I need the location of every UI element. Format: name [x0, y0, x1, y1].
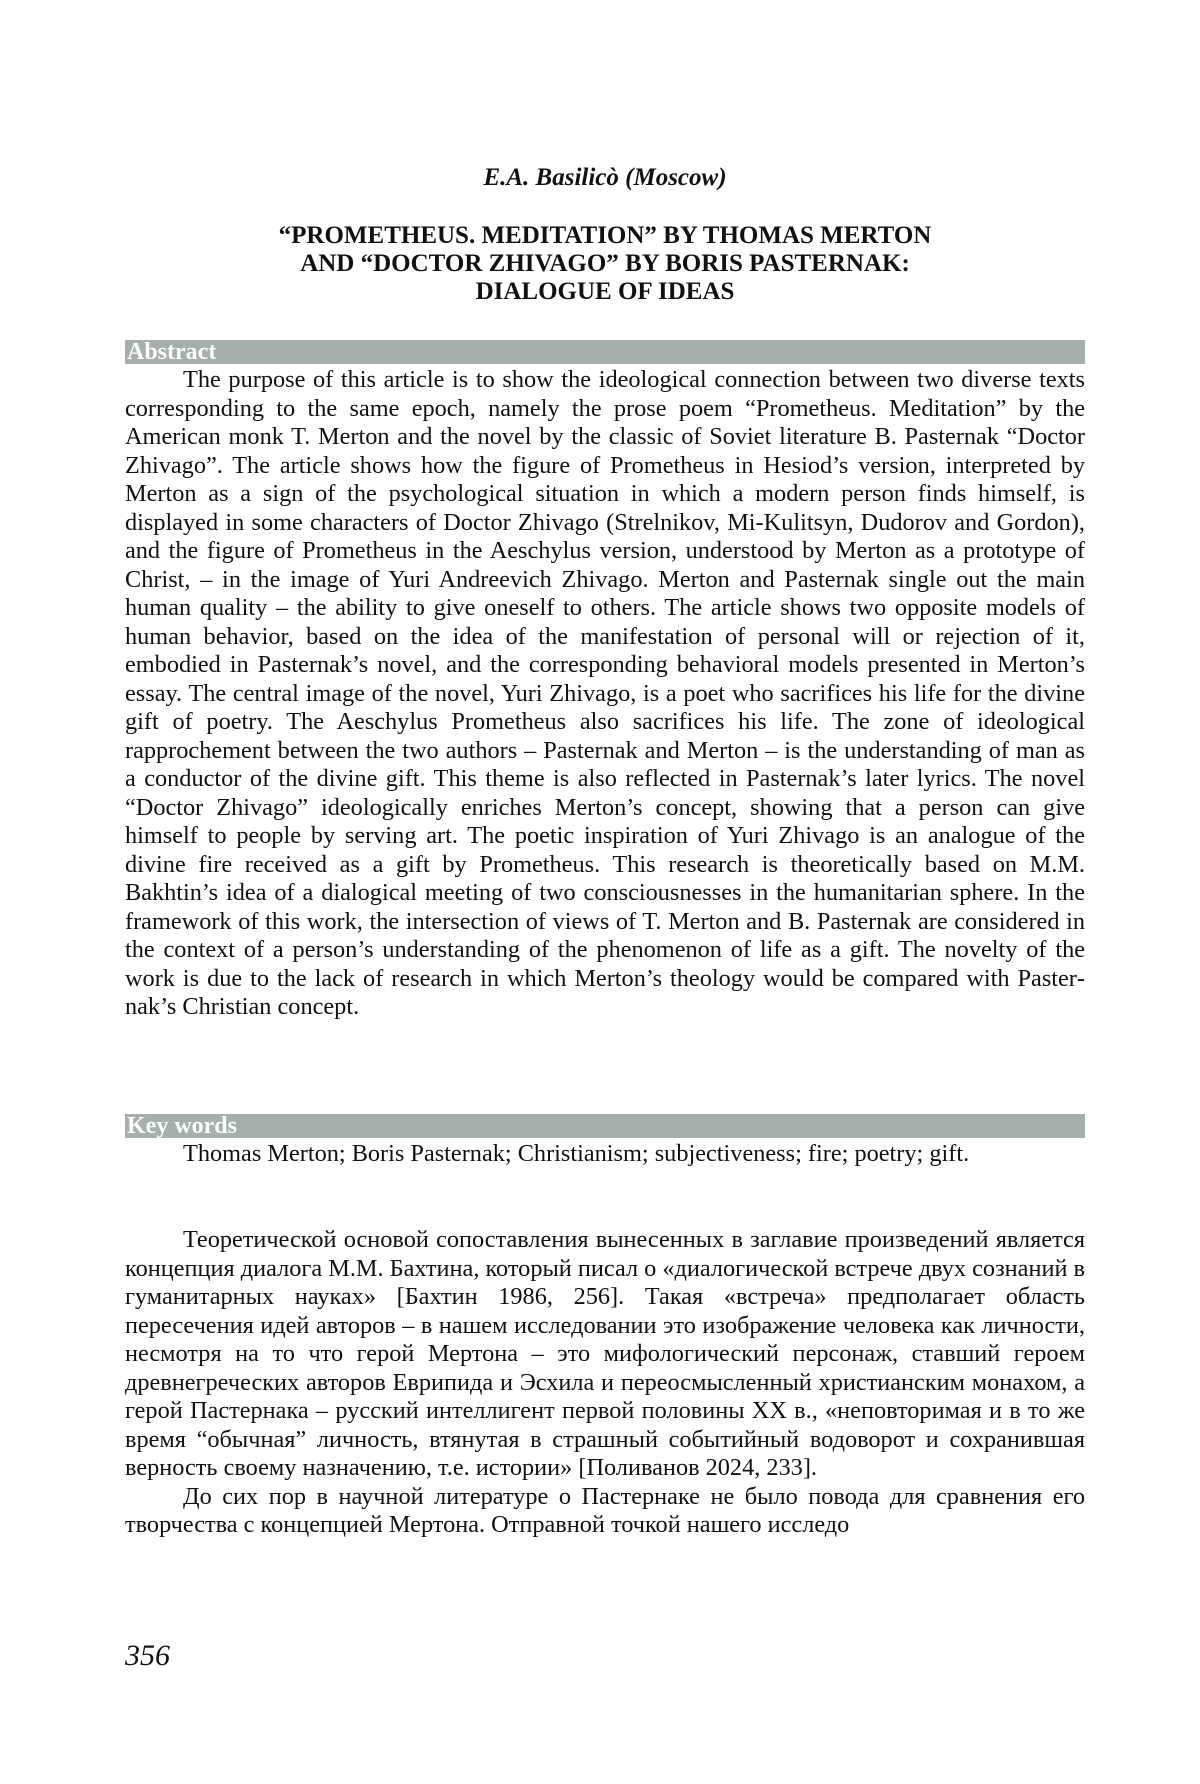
body-paragraph-2: До сих пор в научной литературе о Пастернаке не было повода для сравнения его творчества с концепцией Мертона. Отправной точкой нашего исследо [125, 1482, 1085, 1538]
article-title [125, 222, 1085, 306]
body-paragraph-1: Теоретической основой сопоставления вынесенных в заглавие произведений является концепция диалога М.М. Бахтина, который писал о «диалогической встрече двух сознаний в гуманитарных науках» [Бахтин 1986, 256]. Такая «встреча» предполагает область пересечения идей авторов – в нашем исследовании это изображение человека как личности, несмотря на то что герой Мертона – это мифологический персонаж, ставший героем древнегреческих авторов Еврипида и Эсхила и переосмысленный христианским монахом, а герой Пастернака – русский интеллигент первой половины XX в., «неповторимая и в то же время “обычная” личность, втянутая в страшный событийный водоворот и сохранившая верность своему назначению, т.е. истории» [Поливанов 2024, 233]. [125, 1226, 1086, 1481]
main-body [125, 1226, 1085, 1540]
abstract-paragraph: The purpose of this article is to show the ideological connection between two diverse texts corresponding to the same epoch, namely the prose poem “Prometheus. Meditation” by the American monk T. Merton and the novel by the classic of Soviet literature B. Pasternak “Doctor Zhivago”. The article shows how the figure of Prometheus in Hesiod’s version, interpreted by Merton as a sign of the psychological situation in which a modern person finds himself, is displayed in some characters of Doctor Zhivago (Strelnikov, Mi-Kulitsyn, Dudorov and Gordon), and the figure of Prometheus in the Aeschylus version, understood by Merton as a prototype of Christ, – in the image of Yuri Andreevich Zhivago. Merton and Pasternak single out the main human quality – the ability to give oneself to others. The article shows two opposite models of human behavior, based on the idea of the manifestation of personal will or rejection of it, embodied in Pasternak’s novel, and the corresponding behavioral models presented in Merton’s essay. The central image of the novel, Yuri Zhivago, is a poet who sacrifices his life for the divine gift of poetry. The Aeschylus Prometheus also sacrifices his life. The zone of ideological rapprochement between the two authors – Pasternak and Merton – is the understanding of man as a conductor of the divine gift. This theme is also reflected in Pasternak’s later lyrics. The novel “Doctor Zhivago” ideologically enriches Merton’s concept, showing that a person can give himself to people by serving art. The poetic inspiration of Yuri Zhivago is an analogue of the divine fire received as a gift by Prometheus. This research is theoretically based on M.M. Bakhtin’s idea of a dialogical meeting of two consciousnesses in the humanitarian sphere. In the framework of this work, the intersection of views of T. Merton and B. Pasternak are considered in the context of a person’s understanding of the phenomenon of life as a gift. The novelty of the work is due to the lack of research in which Merton’s theology would be compared with Pasternak’s Christian concept. [125, 366, 1085, 1020]
abstract-heading: Abstract [125, 340, 1085, 364]
title-line-2: AND “DOCTOR ZHIVAGO” BY BORIS PASTERNAK: [300, 250, 910, 277]
abstract-body [125, 366, 1085, 1022]
author-line: E.A. Basilicò (Moscow) [483, 164, 727, 191]
title-line-1: “PROMETHEUS. MEDITATION” BY THOMAS MERTON [278, 222, 932, 249]
page-number: 356 [125, 1639, 170, 1672]
title-line-3: DIALOGUE OF IDEAS [475, 278, 735, 305]
keywords-body [125, 1140, 1085, 1169]
keywords-heading: Key words [125, 1114, 1085, 1138]
keywords-paragraph: Thomas Merton; Boris Pasternak; Christianism; subjectiveness; fire; poetry; gift. [183, 1140, 970, 1167]
